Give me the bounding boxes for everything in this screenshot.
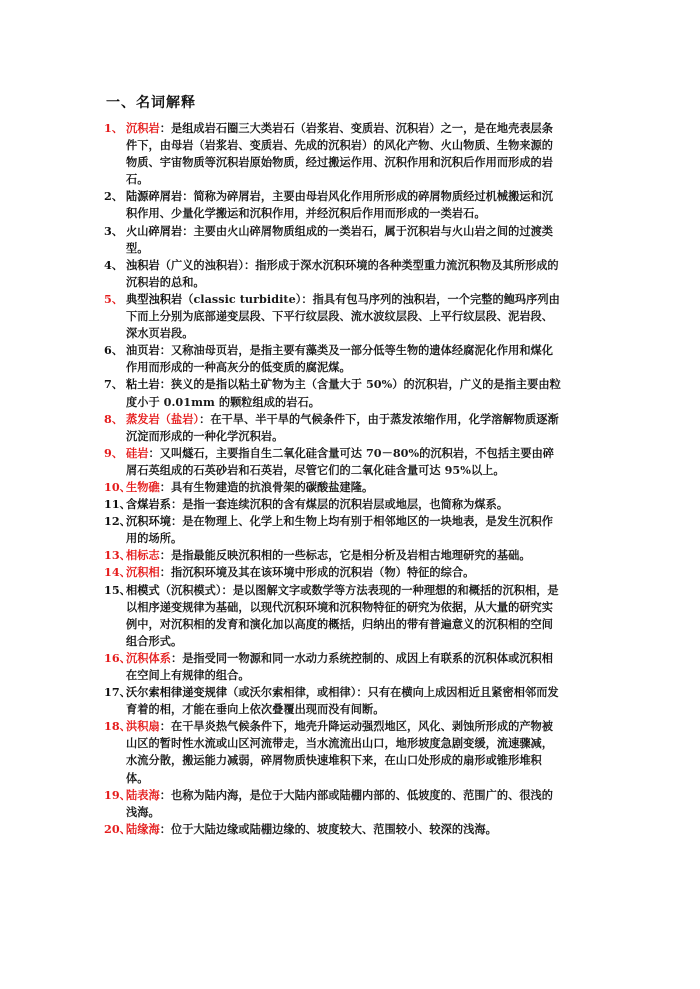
item-number: 19、 xyxy=(104,787,131,802)
item-term: 沉积相 xyxy=(126,565,160,580)
item-definition: ：是指最能反映沉积相的一些标志，它是相分析及岩相古地理研究的基础。 xyxy=(159,548,531,563)
item-term: 陆缘海 xyxy=(126,821,160,836)
item-number: 20、 xyxy=(104,821,131,836)
item-number: 4、 xyxy=(104,257,124,272)
item-term: 含煤岩系 xyxy=(126,497,171,512)
list-item xyxy=(104,291,564,342)
item-term: 生物礁 xyxy=(126,479,160,494)
list-item xyxy=(104,513,564,547)
item-term: 沉积岩 xyxy=(126,121,160,135)
list-item xyxy=(104,582,564,650)
item-term: 沉积体系 xyxy=(126,650,171,665)
item-number: 16、 xyxy=(104,650,131,665)
item-definition: ：是指受同一物源和同一水动力系统控制的、成因上有联系的沉积体或沉积相在空间上有规律的组合。 xyxy=(126,650,554,682)
item-number: 7、 xyxy=(104,377,124,392)
list-item xyxy=(104,479,564,496)
item-definition: ：又称油母页岩，是指主要有藻类及一部分低等生物的遗体经腐泥化作用和煤化作用而形成的一种高灰分的低变质的腐泥煤。 xyxy=(126,343,554,375)
item-term: 蒸发岩（盐岩） xyxy=(126,411,200,426)
item-definition: ：是组成岩石圈三大类岩石（岩浆岩、变质岩、沉积岩）之一，是在地壳表层条件下，由母岩（岩浆岩、变质岩、先成的沉积岩）的风化产物、火山物质、生物来源的物质、宇宙物质等沉积岩原始物质，经过搬运作用、沉积作用和沉积后作用而形成的岩石。 xyxy=(126,121,554,187)
item-definition: ：狭义的是指以粘土矿物为主（含量大于 50%）的沉积岩，广义的是指主要由粒度小于 0.01mm 的颗粒组成的岩石。 xyxy=(126,377,561,409)
item-definition: ：位于大陆边缘或陆棚边缘的、坡度较大、范围较小、较深的浅海。 xyxy=(159,821,497,836)
list-item xyxy=(104,547,564,564)
list-item xyxy=(104,411,564,445)
item-term: 陆源碎屑岩 xyxy=(126,189,183,204)
item-definition: ：在干旱炎热气候条件下，地壳升降运动强烈地区，风化、剥蚀所形成的产物被山区的暂时性水流或山区河流带走，当水流流出山口，地形坡度急剧变缓，流速骤减，水流分散，搬运能力减弱，碎屑物质快速堆积下来，在山口处形成的扇形或锥形堆积体。 xyxy=(126,719,554,785)
item-number: 18、 xyxy=(104,719,131,734)
list-item xyxy=(104,120,564,188)
item-term: 陆表海 xyxy=(126,787,160,802)
item-definition: ：简称为碎屑岩，主要由母岩风化作用所形成的碎屑物质经过机械搬运和沉积作用、少量化学搬运和沉积作用，并经沉积后作用而形成的一类岩石。 xyxy=(126,189,554,221)
list-item xyxy=(104,821,564,838)
item-number: 14、 xyxy=(104,565,131,580)
item-definition: ：是在物理上、化学上和生物上均有别于相邻地区的一块地表，是发生沉积作用的场所。 xyxy=(126,514,554,546)
item-term: 硅岩 xyxy=(126,445,149,460)
item-definition: ：是指一套连续沉积的含有煤层的沉积岩层或地层，也简称为煤系。 xyxy=(170,497,509,512)
list-item xyxy=(104,223,564,257)
item-term: 沃尔索相律递变规律 xyxy=(126,685,228,700)
item-term: 油页岩 xyxy=(126,343,160,358)
item-number: 2、 xyxy=(104,189,124,204)
item-number: 8、 xyxy=(104,411,124,426)
item-definition: ：在干旱、半干旱的气候条件下，由于蒸发浓缩作用，化学溶解物质逐渐沉淀而形成的一种化学沉积岩。 xyxy=(126,411,559,443)
list-item xyxy=(104,188,564,222)
list-item xyxy=(104,787,564,821)
item-number: 6、 xyxy=(104,343,124,358)
item-definition: （classic turbidite）：指具有包马序列的浊积岩，一个完整的鲍玛序列由下而上分别为底部递变层段、下平行纹层段、流水波纹层段、上平行纹层段、泥岩段、深水页岩段。 xyxy=(126,291,560,341)
item-term: 沉积环境 xyxy=(126,514,171,529)
item-number: 1、 xyxy=(104,121,124,135)
item-number: 11、 xyxy=(104,497,131,512)
list-item xyxy=(104,650,564,684)
item-number: 3、 xyxy=(104,223,124,238)
list-item xyxy=(104,445,564,479)
item-term: 典型浊积岩 xyxy=(126,291,183,306)
list-item xyxy=(104,496,564,513)
item-number: 10、 xyxy=(104,479,131,494)
item-term: 粘土岩 xyxy=(126,377,160,392)
item-number: 12、 xyxy=(104,514,131,529)
item-number: 13、 xyxy=(104,548,131,563)
list-item xyxy=(104,564,564,581)
list-item xyxy=(104,257,564,291)
item-definition: （或沃尔索相律，或相律）：只有在横向上成因相近且紧密相邻而发育着的相，才能在垂向上依次叠覆出现而没有间断。 xyxy=(126,685,559,717)
term-list xyxy=(104,120,564,838)
item-number: 15、 xyxy=(104,582,131,597)
item-term: 相模式 xyxy=(126,582,160,597)
item-term: 洪积扇 xyxy=(126,719,160,734)
section-title: 一、名词解释 xyxy=(106,95,196,111)
item-definition: ：也称为陆内海，是位于大陆内部或陆棚内部的、低坡度的、范围广的、很浅的浅海。 xyxy=(126,787,554,819)
item-term: 浊积岩 xyxy=(126,257,160,272)
item-definition: ：指沉积环境及其在该环境中形成的沉积岩（物）特征的综合。 xyxy=(159,565,475,580)
item-definition: ：主要由火山碎屑物质组成的一类岩石，属于沉积岩与火山岩之间的过渡类型。 xyxy=(126,223,554,255)
item-definition: （沉积模式）：是以图解文字或数学等方法表现的一种理想的和概括的沉积相，是以相序递变规律为基础，以现代沉积环境和沉积物特征的研究为依据，从大量的研究实例中，对沉积相的发育和演化加以高度的概括，归纳出的带有普遍意义的沉积相的空间组合形式。 xyxy=(126,582,559,648)
list-item xyxy=(104,342,564,376)
item-number: 9、 xyxy=(104,445,124,460)
item-definition: ：具有生物建造的抗浪骨架的碳酸盐建隆。 xyxy=(159,479,374,494)
item-number: 5、 xyxy=(104,291,124,306)
list-item xyxy=(104,718,564,786)
list-item xyxy=(104,376,564,410)
item-definition: ：又叫燧石，主要指自生二氧化硅含量可达 70－80%的沉积岩，不包括主要由碎屑石英组成的石英砂岩和石英岩，尽管它们的二氧化硅含量可达 95%以上。 xyxy=(126,445,555,477)
list-item xyxy=(104,684,564,718)
item-definition: （广义的浊积岩）：指形成于深水沉积环境的各种类型重力流沉积物及其所形成的沉积岩的总和。 xyxy=(126,257,559,289)
item-number: 17、 xyxy=(104,685,131,700)
item-term: 相标志 xyxy=(126,548,160,563)
item-term: 火山碎屑岩 xyxy=(126,223,183,238)
